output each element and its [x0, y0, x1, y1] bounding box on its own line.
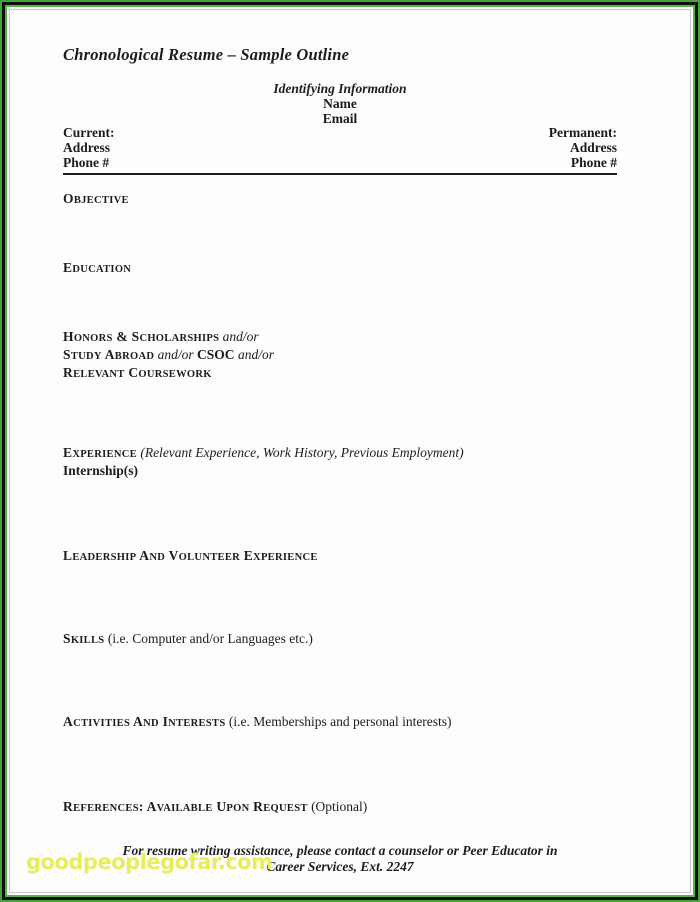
section-honors-study-coursework: HONORS & SCHOLARSHIPS and/or STUDY ABROAD and/or CSOC and/or RELEVANT COURSEWORK [63, 329, 274, 381]
identifying-info-block [63, 81, 617, 126]
current-address-block [63, 126, 115, 170]
footer-note-line1: For resume writing assistance, please contact a counselor or Peer Educator in [122, 843, 558, 859]
section-references: REFERENCES: AVAILABLE UPON REQUEST (Optional) [63, 799, 368, 815]
green-frame-inner [5, 5, 695, 897]
address-row [63, 126, 617, 170]
identifying-info-heading: Identifying Information [273, 81, 407, 96]
scanned-resume-page [9, 9, 691, 893]
document-title: Chronological Resume – Sample Outline [63, 45, 350, 64]
permanent-phone-label: Phone # [570, 154, 617, 170]
permanent-address-block [549, 126, 617, 170]
section-experience: EXPERIENCE (Relevant Experience, Work History, Previous Employment) Internship(s) [63, 445, 464, 479]
watermark: goodpeoplegofar.com [26, 850, 273, 874]
current-address-label: Address [63, 139, 111, 155]
resume-outline-sections [63, 191, 617, 817]
section-objective: OBJECTIVE [63, 191, 129, 207]
section-leadership: LEADERSHIP AND VOLUNTEER EXPERIENCE [63, 548, 318, 564]
current-phone-label: Phone # [63, 154, 110, 170]
permanent-label: Permanent: [548, 125, 617, 140]
permanent-address-label: Address [569, 139, 617, 155]
footer-note-line2: Career Services, Ext. 2247 [266, 859, 414, 875]
black-frame [2, 2, 698, 900]
section-activities: ACTIVITIES AND INTERESTS (i.e. Memberships and personal interests) [63, 714, 452, 730]
section-education: EDUCATION [63, 260, 132, 276]
page-gap [7, 7, 693, 895]
name-line: Name [323, 96, 357, 111]
email-line: Email [322, 111, 358, 126]
current-label: Current: [63, 125, 115, 140]
header-divider [63, 173, 617, 175]
section-skills: SKILLS (i.e. Computer and/or Languages etc.) [63, 631, 313, 647]
